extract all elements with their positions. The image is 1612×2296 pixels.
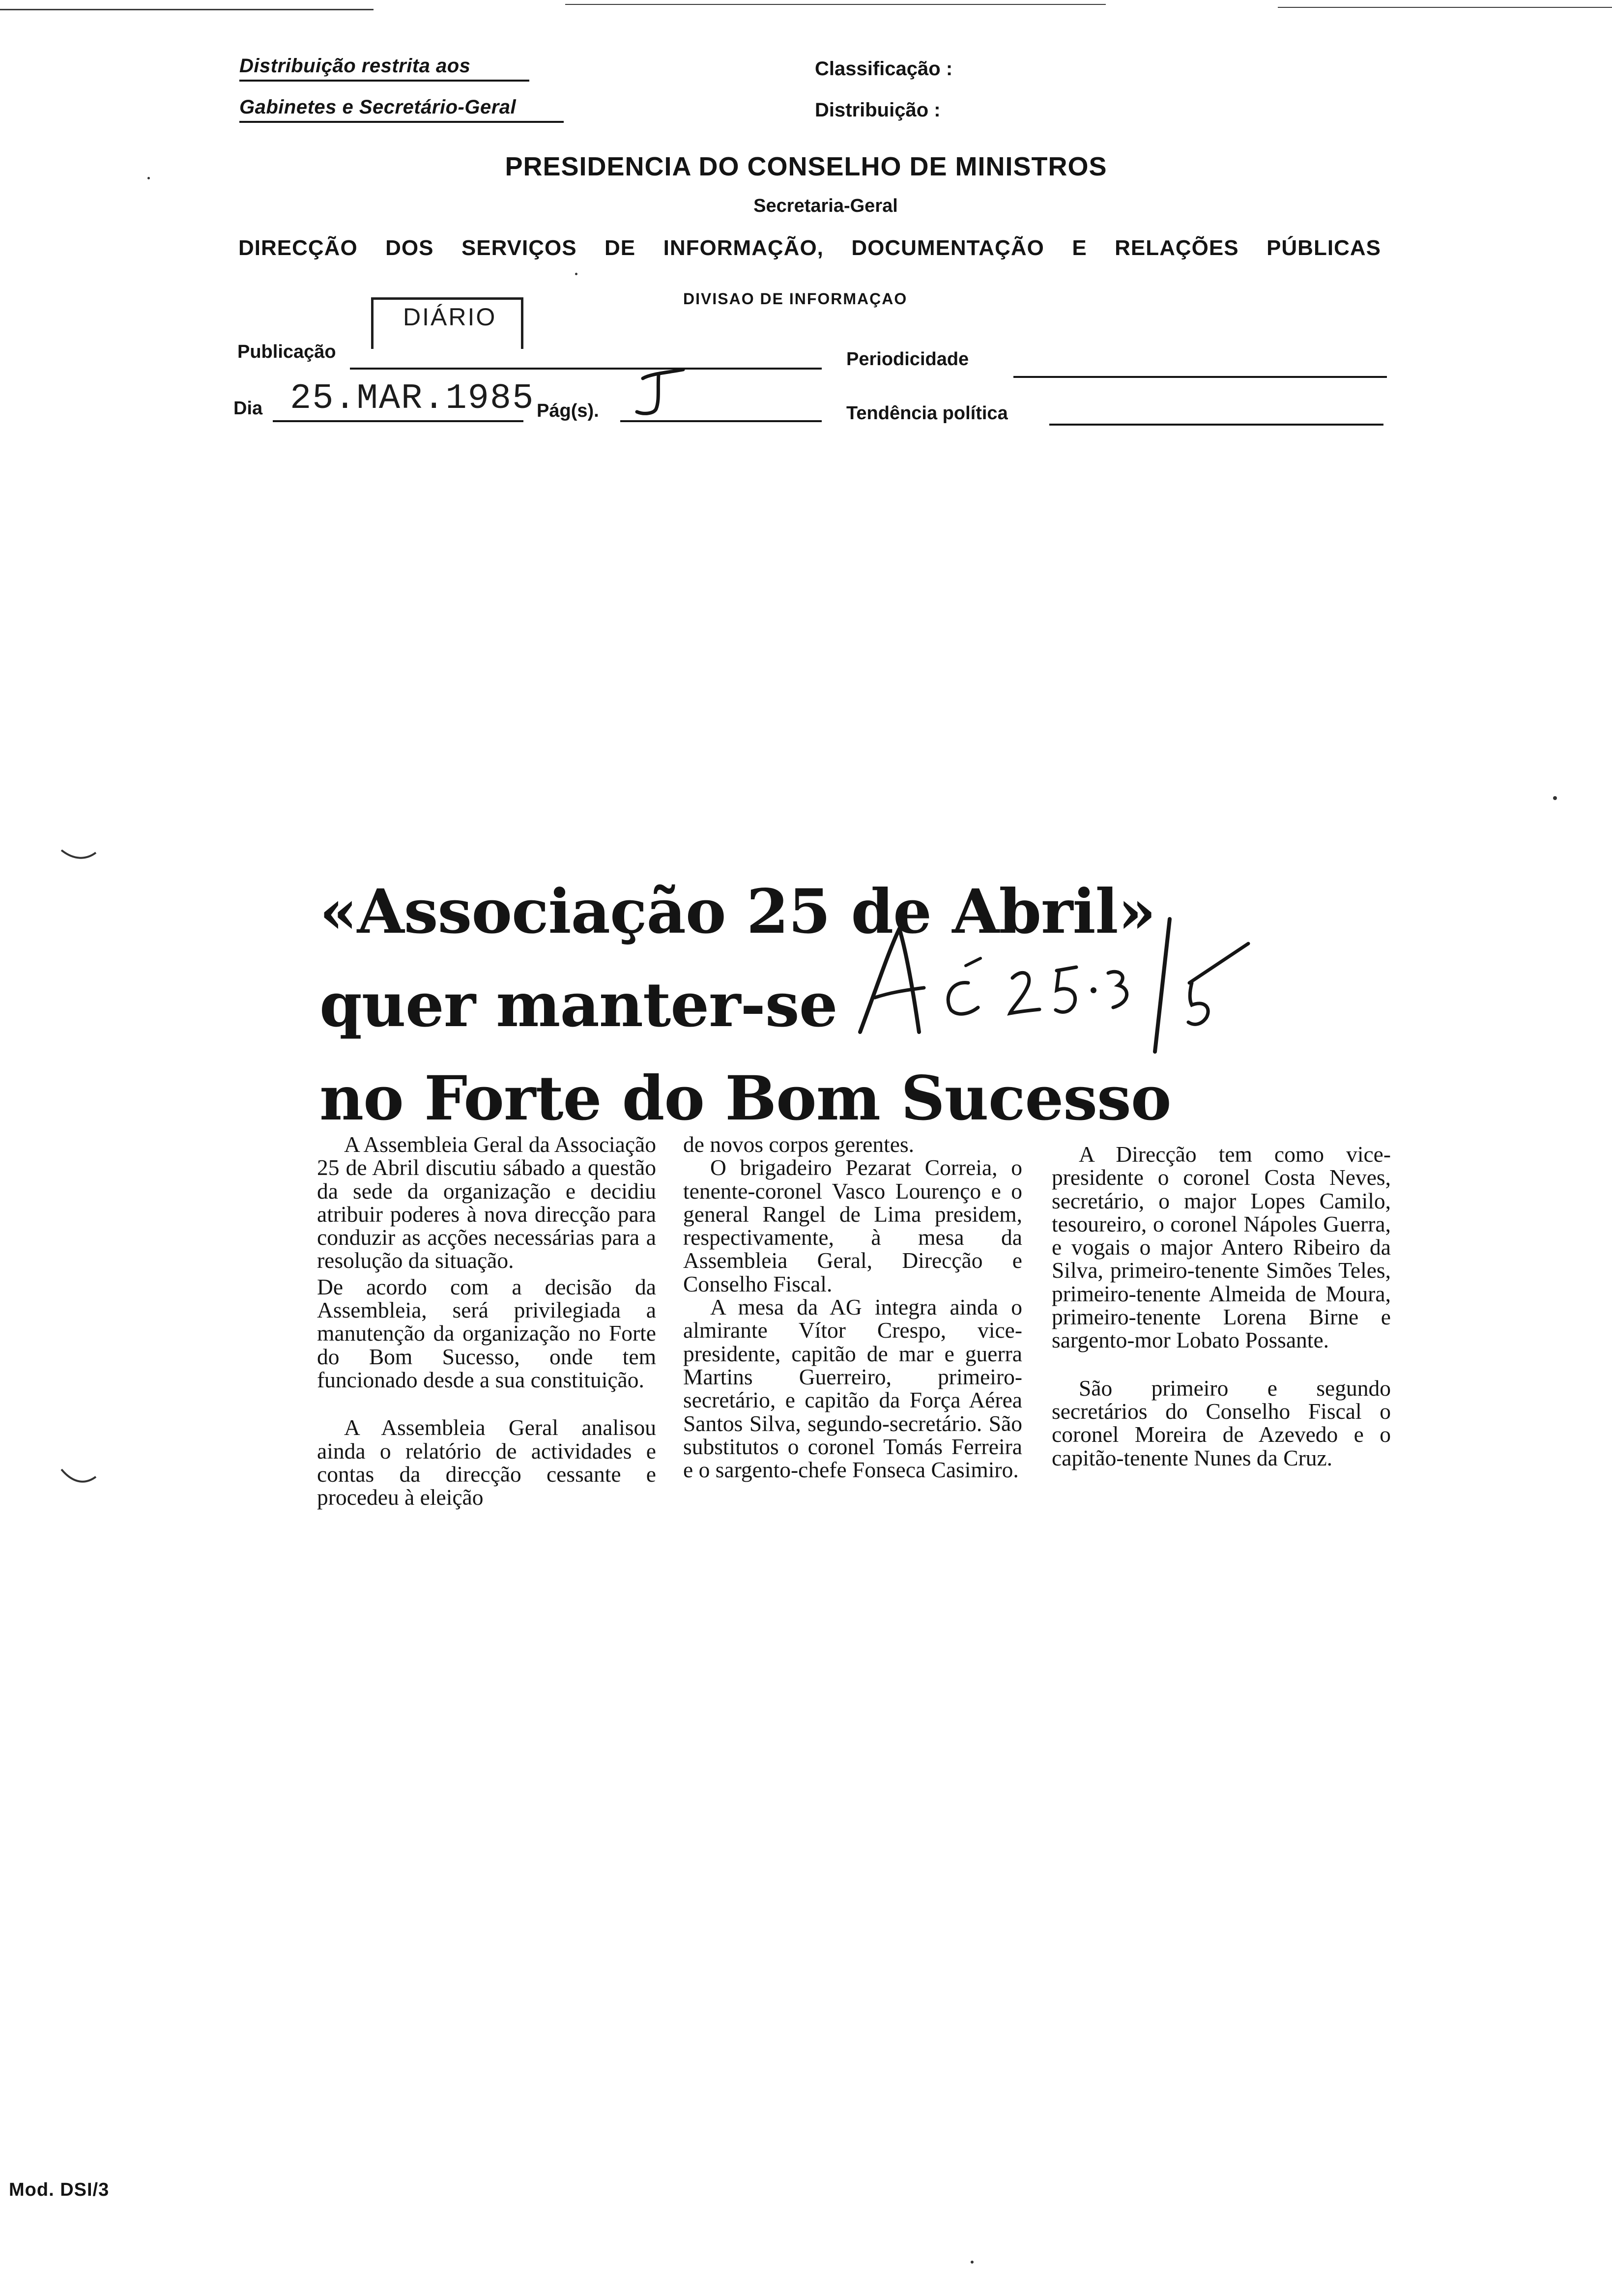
classificacao-label: Classificação : [815, 58, 953, 80]
directorate-line [238, 236, 1381, 260]
presidency-title: PRESIDENCIA DO CONSELHO DE MINISTROS [505, 152, 1107, 181]
restricted-distribution-line1: Distribuição restrita aos [239, 55, 471, 77]
handwritten-five-icon [629, 364, 698, 418]
distribuicao-label: Distribuição : [815, 99, 941, 121]
article-column-3 [1052, 1143, 1391, 1469]
paragraph: A mesa da AG integra ainda o almirante Vítor Crespo, vice-presidente, capitão de mar e guerra Martins Guerreiro, primeiro-secretário, e capitão da Força Aérea Santos Silva, segundo-secretário. São substitutos o coronel Tomás Ferreira e o sargento-chefe Fonseca Casimiro. [683, 1294, 1022, 1483]
publication-stamp-text: DIÁRIO [403, 303, 497, 331]
pags-rule [620, 420, 822, 422]
periodicidade-label: Periodicidade [846, 349, 969, 370]
scan-edge-line [0, 9, 374, 10]
directorate-word: RELAÇÕES [1115, 236, 1239, 260]
directorate-word: DE [604, 236, 636, 260]
scan-dust [971, 2261, 974, 2264]
scan-margin-mark [59, 1464, 98, 1496]
paragraph: O brigadeiro Pezarat Correia, o tenente-coronel Vasco Lourenço e o general Rangel de Lima presidem, respectivamente, à mesa da Assembleia Geral, Direcção e Conselho Fiscal. [683, 1155, 1022, 1296]
directorate-word: SERVIÇOS [461, 236, 577, 260]
article-column-2 [683, 1133, 1022, 1481]
directorate-word: DIRECÇÃO [238, 236, 358, 260]
publication-stamp [371, 297, 523, 349]
scan-edge-line [1278, 7, 1612, 8]
headline-line-2: quer manter-se [319, 970, 837, 1041]
publicacao-rule [350, 368, 822, 370]
periodicidade-rule [1013, 376, 1387, 378]
restricted-underline-2 [239, 121, 564, 123]
tendencia-rule [1049, 424, 1383, 426]
directorate-word: DOS [385, 236, 434, 260]
scan-margin-mark [59, 845, 98, 867]
scan-dust [575, 273, 577, 275]
restricted-underline-1 [239, 80, 529, 82]
paragraph: De acordo com a decisão da Assembleia, será privilegiada a manutenção da organização no Forte do Bom Sucesso, onde tem funcionado desde a sua constituição. [317, 1274, 656, 1392]
paragraph: A Assembleia Geral analisou ainda o relatório de actividades e contas da direcção cessante e procedeu à eleição [317, 1415, 656, 1510]
pags-handwritten-value [629, 364, 698, 418]
secretaria-subtitle: Secretaria-Geral [753, 196, 898, 216]
dia-rule [273, 420, 523, 422]
date-stamp: 25.MAR.1985 [290, 378, 535, 419]
directorate-word: INFORMAÇÃO, [663, 236, 824, 260]
pags-label: Pág(s). [537, 401, 599, 421]
publicacao-label: Publicação [237, 342, 336, 362]
dia-label: Dia [233, 398, 263, 419]
directorate-word: DOCUMENTAÇÃO [851, 236, 1044, 260]
headline-line-3: no Forte do Bom Sucesso [319, 1063, 1171, 1134]
paragraph: A Assembleia Geral da Associação 25 de Abril discutiu sábado a questão da sede da organização e decidiu atribuir poderes à nova direcção para conduzir as acções necessárias para a resolução da situação. [317, 1132, 656, 1273]
directorate-word: PÚBLICAS [1267, 236, 1381, 260]
scan-edge-line [565, 4, 1106, 5]
headline-line-1: «Associação 25 de Abril» [319, 876, 1156, 947]
paragraph: A Direcção tem como vice-presidente o coronel Costa Neves, secretário, o major Lopes Camilo, tesoureiro, o coronel Nápoles Guerra, e vogais o major Antero Ribeiro da Silva, primeiro-tenente Simões Teles, primeiro-tenente Almeida de Moura, primeiro-tenente Lorena Birne e sargento-mor Lobato Possante. [1052, 1142, 1391, 1353]
model-number: Mod. DSI/3 [9, 2180, 110, 2200]
paragraph: de novos corpos gerentes. [683, 1132, 915, 1157]
handwritten-signature-icon [845, 885, 1268, 1062]
division-label: DIVISAO DE INFORMAÇAO [683, 290, 908, 308]
restricted-distribution-line2: Gabinetes e Secretário-Geral [239, 96, 517, 118]
scan-dust [1553, 796, 1557, 800]
tendencia-label: Tendência política [846, 403, 1008, 424]
paragraph: São primeiro e segundo secretários do Conselho Fiscal o coronel Moreira de Azevedo e o capitão-tenente Nunes da Cruz. [1052, 1375, 1391, 1470]
article-column-1 [317, 1133, 656, 1509]
directorate-word: E [1072, 236, 1087, 260]
scan-dust [147, 177, 150, 179]
handwritten-annotation [845, 885, 1268, 1062]
